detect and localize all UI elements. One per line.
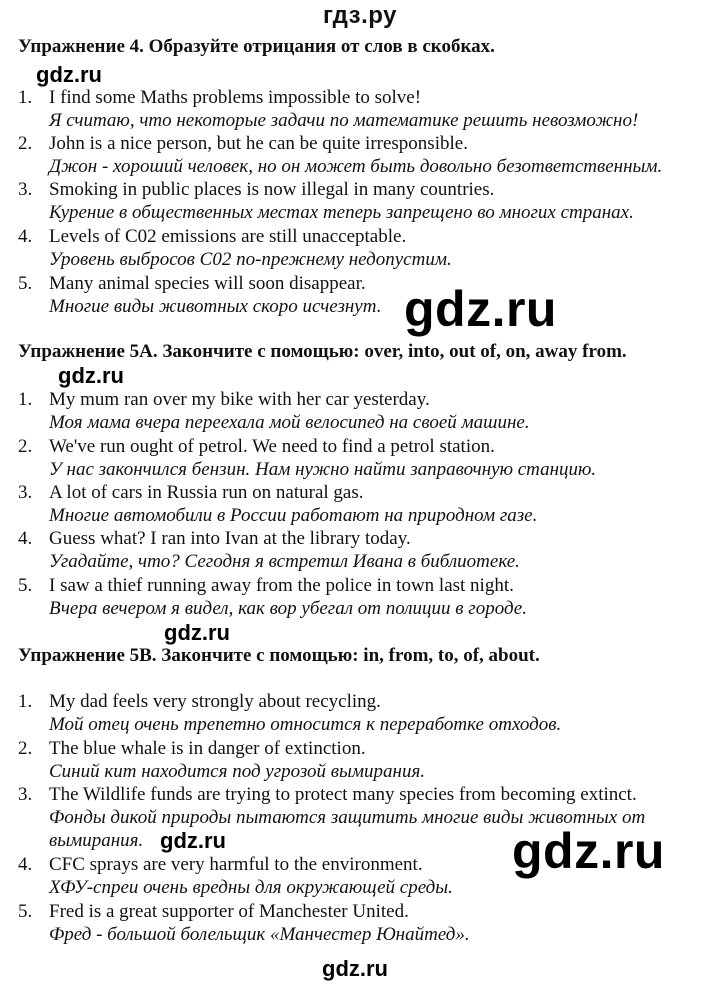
watermark: gdz.ru <box>322 956 388 981</box>
item-translation: Фонды дикой природы пытаются защитить многие виды животных от <box>49 807 646 828</box>
item-number: 2. <box>18 133 33 154</box>
item-number: 1. <box>18 389 33 410</box>
item-english: John is a nice person, but he can be quite irresponsible. <box>49 133 468 154</box>
item-number: 3. <box>18 784 33 805</box>
exercise-5a-heading: Упражнение 5А. Закончите с помощью: over, into, out of, on, away from. <box>18 341 627 362</box>
item-number: 5. <box>18 575 33 596</box>
item-number: 3. <box>18 482 33 503</box>
watermark: gdz.ru <box>160 828 226 853</box>
item-translation: Многие виды животных скоро исчезнут. <box>49 296 382 317</box>
item-english: Smoking in public places is now illegal in many countries. <box>49 179 495 200</box>
item-number: 4. <box>18 528 33 549</box>
item-english: I find some Maths problems impossible to solve! <box>49 87 422 108</box>
exercise-4-heading: Упражнение 4. Образуйте отрицания от слов в скобках. <box>18 36 495 57</box>
item-english: We've run ought of petrol. We need to find a petrol station. <box>49 436 495 457</box>
watermark: gdz.ru <box>164 620 230 645</box>
item-english: Levels of C02 emissions are still unacceptable. <box>49 226 407 247</box>
item-translation: Я считаю, что некоторые задачи по математике решить невозможно! <box>49 110 639 131</box>
item-translation: Вчера вечером я видел, как вор убегал от полиции в городе. <box>49 598 527 619</box>
item-number: 2. <box>18 738 33 759</box>
item-english: My mum ran over my bike with her car yesterday. <box>49 389 430 410</box>
item-translation: Уровень выбросов С02 по-прежнему недопустим. <box>49 249 452 270</box>
item-number: 5. <box>18 273 33 294</box>
item-translation: Моя мама вчера переехала мой велосипед на своей машине. <box>49 412 530 433</box>
item-english: Fred is a great supporter of Manchester United. <box>49 901 409 922</box>
item-english: A lot of cars in Russia run on natural gas. <box>49 482 364 503</box>
item-translation-continued: вымирания. <box>49 830 144 851</box>
item-translation: Угадайте, что? Сегодня я встретил Ивана в библиотеке. <box>49 551 520 572</box>
watermark: gdz.ru <box>404 281 557 337</box>
item-number: 4. <box>18 854 33 875</box>
item-english: CFC sprays are very harmful to the environment. <box>49 854 423 875</box>
item-english: The Wildlife funds are trying to protect many species from becoming extinct. <box>49 784 637 805</box>
item-translation: Фред - большой болельщик «Манчестер Юнайтед». <box>49 924 470 945</box>
item-english: My dad feels very strongly about recycling. <box>49 691 381 712</box>
item-translation: Джон - хороший человек, но он может быть довольно безответственным. <box>49 156 663 177</box>
item-translation: Курение в общественных местах теперь запрещено во многих странах. <box>49 202 634 223</box>
item-number: 3. <box>18 179 33 200</box>
item-translation: У нас закончился бензин. Нам нужно найти заправочную станцию. <box>49 459 597 480</box>
item-english: Guess what? I ran into Ivan at the library today. <box>49 528 411 549</box>
item-number: 5. <box>18 901 33 922</box>
item-english: Many animal species will soon disappear. <box>49 273 366 294</box>
exercise-5b-heading: Упражнение 5В. Закончите с помощью: in, from, to, of, about. <box>18 645 540 666</box>
watermark: gdz.ru <box>36 62 102 87</box>
watermark-top: гдз.ру <box>323 2 397 29</box>
item-number: 2. <box>18 436 33 457</box>
item-translation: Мой отец очень трепетно относится к переработке отходов. <box>49 714 562 735</box>
watermark: gdz.ru <box>512 823 665 879</box>
item-translation: ХФУ-спреи очень вредны для окружающей среды. <box>49 877 453 898</box>
item-translation: Многие автомобили в России работают на природном газе. <box>49 505 538 526</box>
watermark: gdz.ru <box>58 363 124 388</box>
item-number: 4. <box>18 226 33 247</box>
item-number: 1. <box>18 691 33 712</box>
item-english: The blue whale is in danger of extinction. <box>49 738 366 759</box>
item-english: I saw a thief running away from the police in town last night. <box>49 575 514 596</box>
item-number: 1. <box>18 87 33 108</box>
item-translation: Синий кит находится под угрозой вымирания. <box>49 761 426 782</box>
